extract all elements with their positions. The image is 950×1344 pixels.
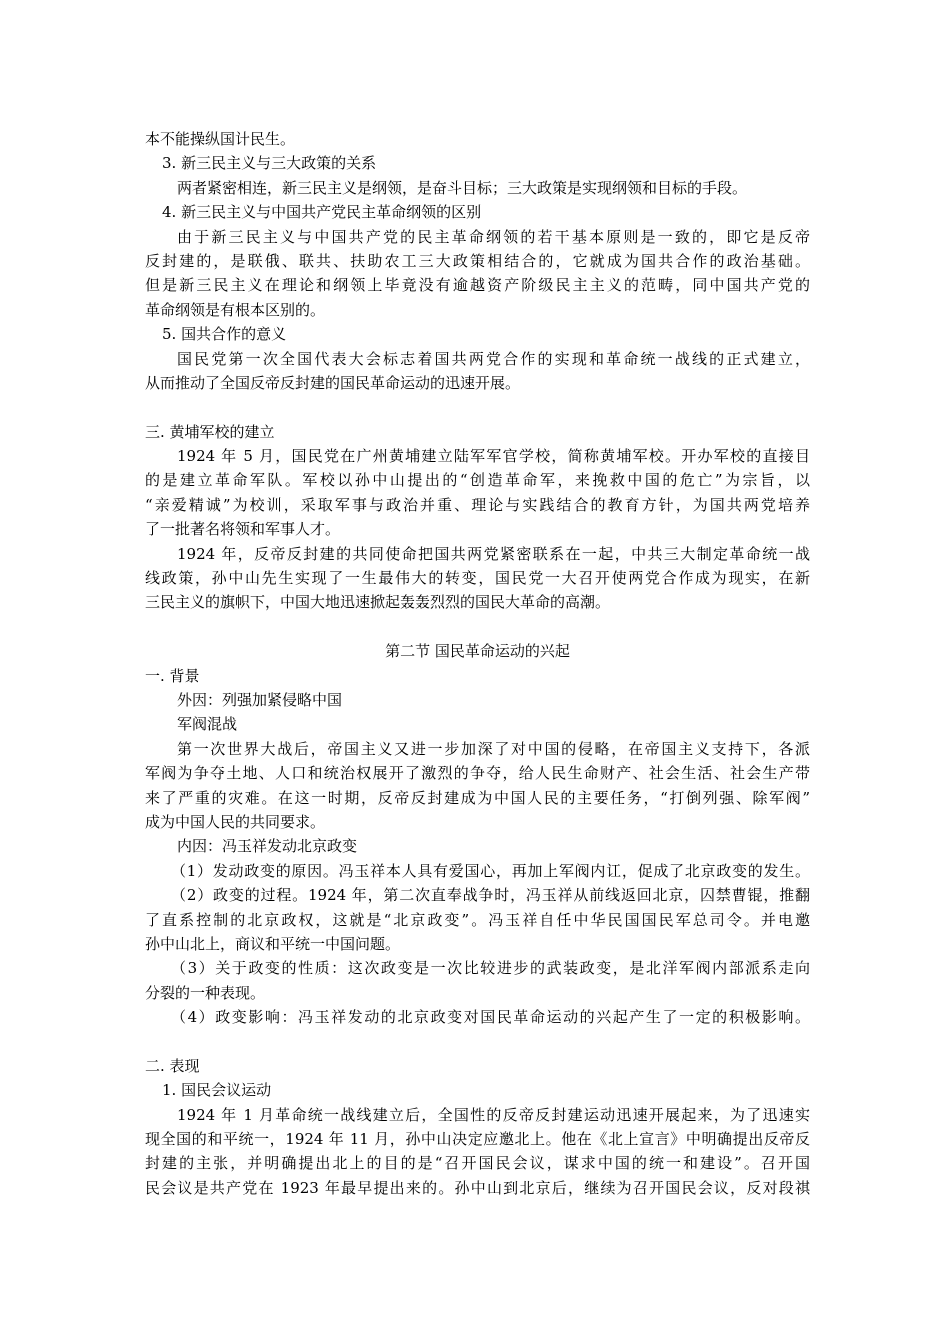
paragraph-line: 封建的主张，并明确提出北上的目的是“召开国民会议，谋求中国的统一和建设”。召开国 <box>145 1154 810 1173</box>
paragraph-line: 内因：冯玉祥发动北京政变 <box>177 837 358 856</box>
paragraph-line: 三民主义的旗帜下，中国大地迅速掀起轰轰烈烈的国民大革命的高潮。 <box>145 593 611 612</box>
paragraph-line: 现全国的和平统一，1924 年 11 月，孙中山决定应邀北上。他在《北上宣言》中明确提出反帝反 <box>145 1130 810 1149</box>
document-page <box>145 127 810 1200</box>
paragraph-line: 孙中山北上，商议和平统一中国问题。 <box>145 934 401 953</box>
blank-line <box>145 1029 810 1053</box>
paragraph-line: 由于新三民主义与中国共产党的民主革命纲领的若干基本原则是一致的，即它是反帝 <box>177 227 810 246</box>
paragraph-line: 外因：列强加紧侵略中国 <box>177 690 343 709</box>
paragraph-line: 线政策，孙中山先生实现了一生最伟大的转变，国民党一大召开使两党合作成为现实，在新 <box>145 569 810 588</box>
paragraph-line: 的是建立革命军队。军校以孙中山提出的“创造革命军，来挽救中国的危亡”为宗旨，以 <box>145 471 810 490</box>
subheading: 4. 新三民主义与中国共产党民主革命纲领的区别 <box>162 203 482 222</box>
section-heading: 三. 黄埔军校的建立 <box>145 422 275 441</box>
paragraph-line: 两者紧密相连，新三民主义是纲领，是奋斗目标；三大政策是实现纲领和目标的手段。 <box>177 178 748 197</box>
paragraph-line: 成为中国人民的共同要求。 <box>145 812 326 831</box>
paragraph-line: 从而推动了全国反帝反封建的国民革命运动的迅速开展。 <box>145 373 521 392</box>
section-heading: 一. 背景 <box>145 666 200 685</box>
paragraph-line: 第一次世界大战后，帝国主义又进一步加深了对中国的侵略，在帝国主义支持下，各派 <box>177 739 810 758</box>
paragraph-line: “亲爱精诚”为校训，采取军事与政治并重、理论与实践结合的教育方针，为国共两党培养 <box>145 495 810 514</box>
blank-line <box>145 615 810 639</box>
paragraph-line: 但是新三民主义在理论和纲领上毕竟没有逾越资产阶级民主主义的范畴，同中国共产党的 <box>145 276 810 295</box>
blank-line <box>145 395 810 419</box>
paragraph-line: 分裂的一种表现。 <box>145 983 266 1002</box>
paragraph-line: （3）关于政变的性质：这次政变是一次比较进步的武装政变，是北洋军阀内部派系走向 <box>171 959 810 978</box>
paragraph-line: 革命纲领是有根本区别的。 <box>145 300 326 319</box>
section-heading: 二. 表现 <box>145 1056 200 1075</box>
chapter-section-title: 第二节 国民革命运动的兴起 <box>385 642 570 661</box>
paragraph-line: （1）发动政变的原因。冯玉祥本人具有爱国心，再加上军阀内讧，促成了北京政变的发生。 <box>171 861 810 880</box>
paragraph-line: 反封建的，是联俄、联共、扶助农工三大政策相结合的，它就成为国共合作的政治基础。 <box>145 251 810 270</box>
paragraph-line: 本不能操纵国计民生。 <box>145 130 296 148</box>
subheading: 1. 国民会议运动 <box>162 1081 272 1100</box>
subheading: 3. 新三民主义与三大政策的关系 <box>162 154 377 173</box>
paragraph-line: （2）政变的过程。1924 年，第二次直奉战争时，冯玉祥从前线返回北京，囚禁曹锟，推翻 <box>171 886 810 905</box>
paragraph-line: 1924 年，反帝反封建的共同使命把国共两党紧密联系在一起，中共三大制定革命统一战 <box>177 544 810 563</box>
paragraph-line: （4）政变影响：冯玉祥发动的北京政变对国民革命运动的兴起产生了一定的积极影响。 <box>171 1008 810 1027</box>
paragraph-line: 民会议是共产党在 1923 年最早提出来的。孙中山到北京后，继续为召开国民会议，反对段祺 <box>145 1178 810 1197</box>
paragraph-line: 1924 年 1 月革命统一战线建立后，全国性的反帝反封建运动迅速开展起来，为了迅速实 <box>177 1105 810 1124</box>
paragraph-line: 军阀为争夺土地、人口和统治权展开了激烈的争夺，给人民生命财产、社会生活、社会生产带 <box>145 764 810 783</box>
subheading: 5. 国共合作的意义 <box>162 325 287 344</box>
paragraph-line: 了直系控制的北京政权，这就是“北京政变”。冯玉祥自任中华民国国民军总司令。并电邀 <box>145 910 810 929</box>
paragraph-line: 军阀混战 <box>177 715 238 734</box>
paragraph-line: 1924 年 5 月，国民党在广州黄埔建立陆军军官学校，简称黄埔军校。开办军校的直接目 <box>177 447 810 466</box>
paragraph-line: 国民党第一次全国代表大会标志着国共两党合作的实现和革命统一战线的正式建立， <box>177 349 810 368</box>
paragraph-line: 来了严重的灾难。在这一时期，反帝反封建成为中国人民的主要任务，“打倒列强、除军阀” <box>145 788 810 807</box>
paragraph-line: 了一批著名将领和军事人才。 <box>145 520 341 539</box>
